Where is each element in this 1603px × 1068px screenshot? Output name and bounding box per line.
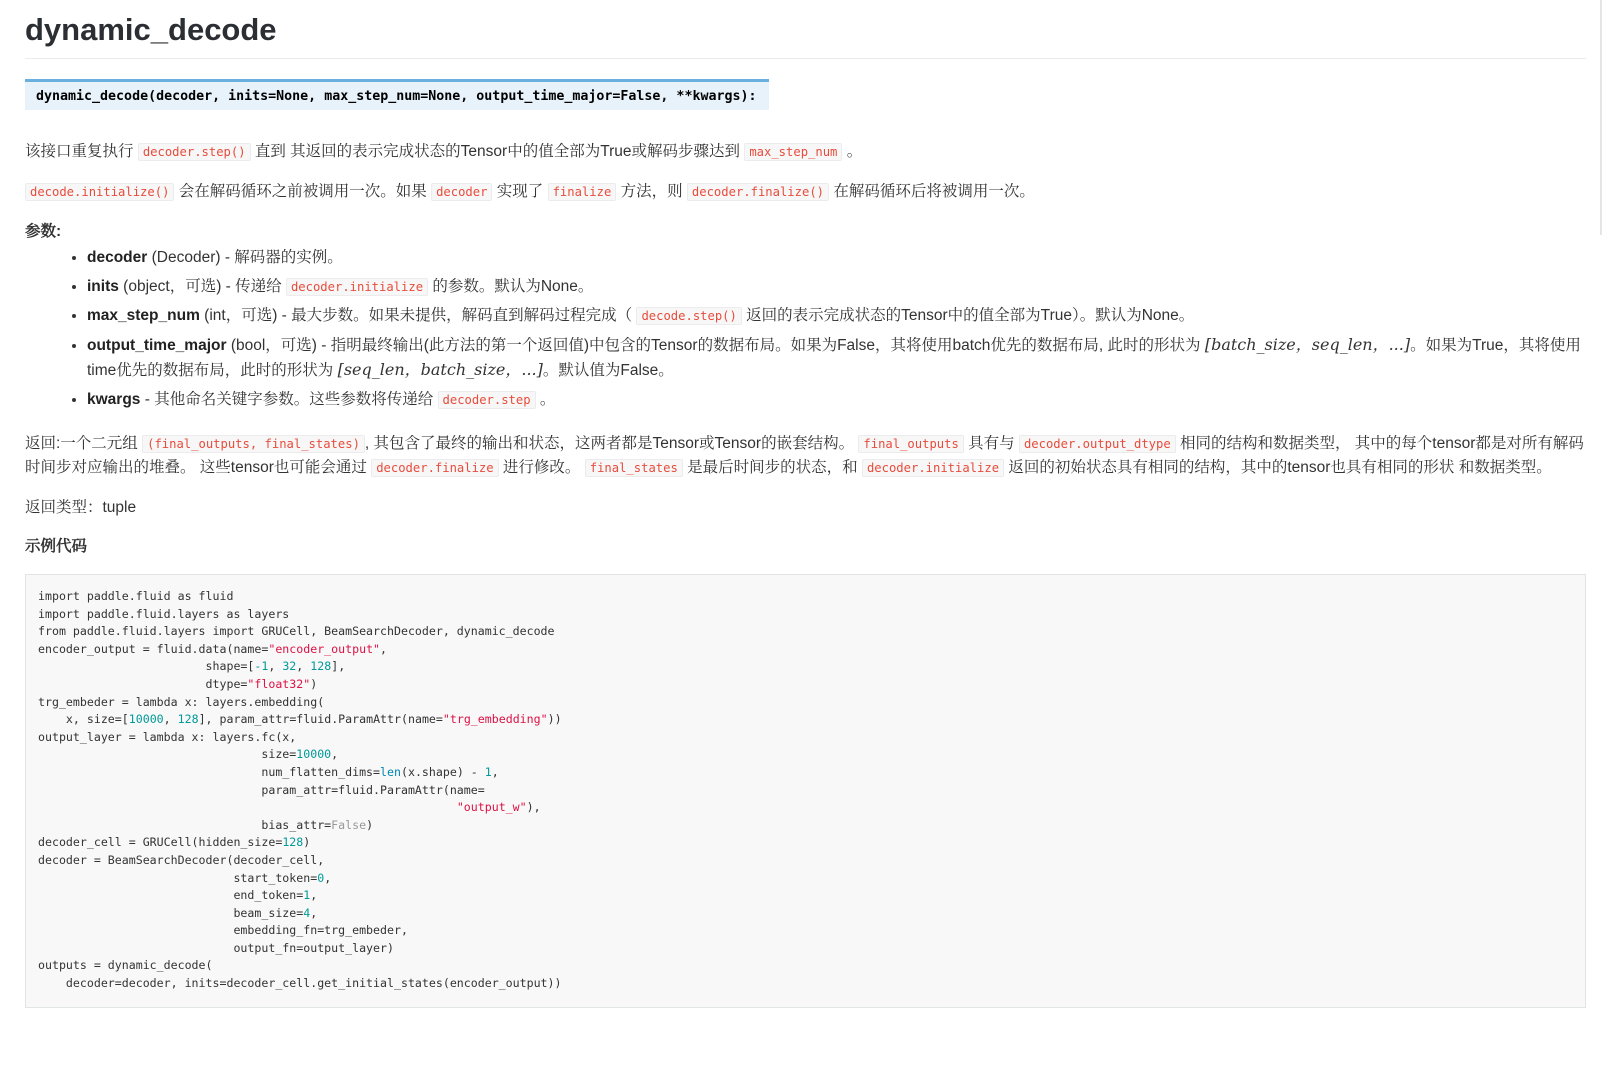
code-line: start_token=0, bbox=[38, 870, 332, 885]
inline-code: decoder.initialize bbox=[862, 459, 1004, 477]
code-line: x, size=[10000, 128], param_attr=fluid.ParamAttr(name="trg_embedding")) bbox=[38, 712, 562, 727]
param-max-step-num: • max_step_num (int，可选) - 最大步数。如果未提供，解码直到解码过程完成（ decode.step() 返回的表示完成状态的Tensor中的值全部为True）。默认为None。 bbox=[87, 304, 1586, 328]
code-line: end_token=1, bbox=[38, 888, 318, 903]
description-paragraph-2: decode.initialize() 会在解码循环之前被调用一次。如果 decoder 实现了 finalize 方法，则 decoder.finalize() 在解码循环后将被调用一次。 bbox=[25, 180, 1586, 204]
inline-code: decode.step() bbox=[636, 307, 741, 325]
code-line: param_attr=fluid.ParamAttr(name= bbox=[38, 782, 485, 797]
code-line: dtype="float32") bbox=[38, 676, 318, 691]
inline-code: decoder.output_dtype bbox=[1019, 435, 1176, 453]
code-line: import paddle.fluid.layers as layers bbox=[38, 606, 290, 621]
param-decoder: • decoder (Decoder) - 解码器的实例。 bbox=[87, 246, 1586, 270]
code-line: output_fn=output_layer) bbox=[38, 940, 394, 955]
code-line: decoder=decoder, inits=decoder_cell.get_initial_states(encoder_output)) bbox=[38, 976, 562, 991]
code-line: size=10000, bbox=[38, 747, 339, 762]
code-line: beam_size=4, bbox=[38, 905, 318, 920]
inline-code: finalize bbox=[548, 183, 617, 201]
param-kwargs: • kwargs - 其他命名关键字参数。这些参数将传递给 decoder.step 。 bbox=[87, 388, 1586, 412]
params-list bbox=[25, 246, 1586, 412]
returns-paragraph: 返回:一个二元组 (final_outputs, final_states) , 其包含了最终的输出和状态，这两者都是Tensor或Tensor的嵌套结构。 final_outputs 具有与 decoder.output_dtype 相同的结构和数据类型， 其中的每个tensor都是对所有解码时间步对应输出的堆叠。 这些tensor也可能会通过 decoder.finalize 进行修改。 final_states 是最后时间步的状态，和 decoder.initialize 返回的初始状态具有相同的结构，其中的tensor也具有相同的形状 和数据类型。 bbox=[25, 435, 1584, 476]
page-title: dynamic_decode bbox=[25, 0, 1586, 59]
scrollbar[interactable] bbox=[1600, 0, 1602, 235]
code-line: shape=[-1, 32, 128], bbox=[38, 659, 346, 674]
description-paragraph-1: 该接口重复执行 decoder.step() 直到 其返回的表示完成状态的Tensor中的值全部为True或解码步骤达到 max_step_num 。 bbox=[25, 143, 863, 160]
param-inits: • inits (object，可选) - 传递给 decoder.initialize 的参数。默认为None。 bbox=[87, 275, 1586, 299]
code-line: decoder_cell = GRUCell(hidden_size=128) bbox=[38, 835, 311, 850]
code-line: decoder = BeamSearchDecoder(decoder_cell, bbox=[38, 852, 325, 867]
param-output-time-major: • output_time_major (bool，可选) - 指明最终输出(此方法的第一个返回值)中包含的Tensor的数据布局。如果为False，其将使用batch优先的数据布局, 此时的形状为 [batch_size，seq_len，...]。如果为True，其将使用time优先的数据布局，此时的形状为 [seq_len，batch_size，...]。默认值为False。 bbox=[87, 333, 1586, 383]
inline-code: final_outputs bbox=[858, 435, 963, 453]
return-type: 返回类型：tuple bbox=[25, 499, 137, 516]
code-line: num_flatten_dims=len(x.shape) - 1, bbox=[38, 764, 499, 779]
code-line: embedding_fn=trg_embeder, bbox=[38, 923, 408, 938]
code-line: outputs = dynamic_decode( bbox=[38, 958, 213, 973]
code-line: output_layer = lambda x: layers.fc(x, bbox=[38, 729, 297, 744]
code-line: trg_embeder = lambda x: layers.embedding( bbox=[38, 694, 325, 709]
code-line: import paddle.fluid as fluid bbox=[38, 589, 234, 603]
code-line: encoder_output = fluid.data(name="encoder_output", bbox=[38, 641, 388, 656]
doc-content bbox=[25, 0, 1586, 1008]
inline-code: final_states bbox=[585, 459, 683, 477]
code-line: bias_attr=False) bbox=[38, 817, 374, 832]
inline-code: decode.initialize() bbox=[25, 183, 174, 201]
inline-code: decoder.initialize bbox=[286, 278, 428, 296]
inline-code: decoder.finalize bbox=[371, 459, 498, 477]
code-line: from paddle.fluid.layers import GRUCell, BeamSearchDecoder, dynamic_decode bbox=[38, 624, 555, 639]
example-code-block[interactable] bbox=[25, 574, 1586, 1008]
inline-code: decoder.step bbox=[438, 391, 536, 409]
inline-code: decoder bbox=[431, 183, 492, 201]
inline-code: (final_outputs, final_states) bbox=[142, 435, 365, 453]
inline-code: decoder.finalize() bbox=[687, 183, 829, 201]
function-signature: dynamic_decode(decoder, inits=None, max_step_num=None, output_time_major=False, **kwargs): bbox=[25, 79, 769, 110]
inline-code: decoder.step() bbox=[138, 143, 251, 161]
inline-code: max_step_num bbox=[744, 143, 842, 161]
math-shape: [seq_len，batch_size，...] bbox=[337, 360, 543, 379]
params-label: 参数: bbox=[25, 223, 62, 240]
code-line: "output_w"), bbox=[456, 800, 541, 815]
math-shape: [batch_size，seq_len，...] bbox=[1204, 335, 1411, 354]
example-code-label: 示例代码 bbox=[25, 538, 88, 555]
